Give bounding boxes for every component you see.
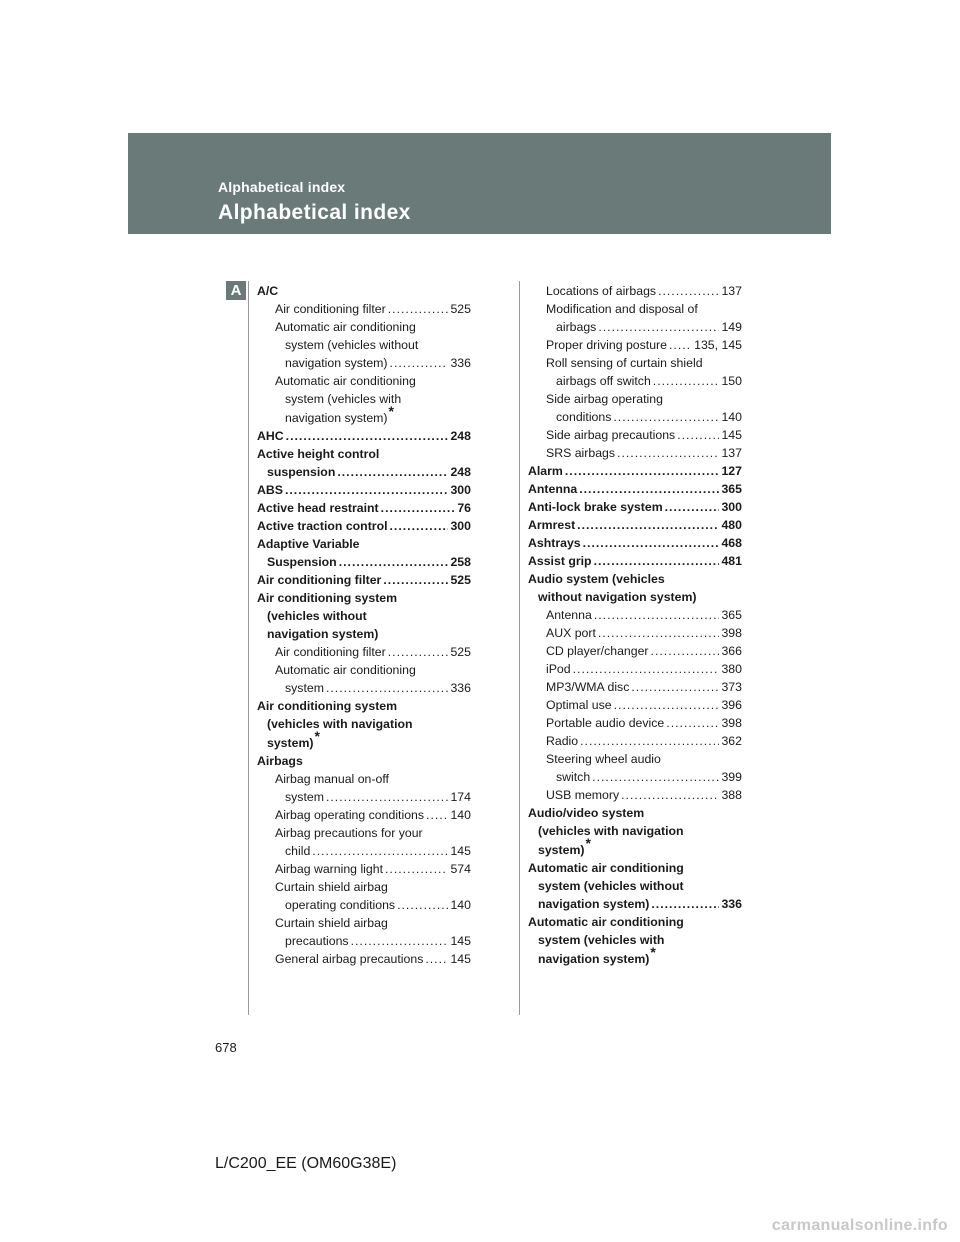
index-entry-text: Airbag manual on-off	[275, 772, 389, 786]
index-entry	[257, 679, 471, 697]
dot-leader	[580, 732, 719, 750]
index-entry-text: Radio	[546, 734, 579, 748]
index-entry-text: navigation system)	[285, 356, 388, 370]
index-entry-text: airbags off switch	[556, 374, 651, 388]
page-reference: 258	[450, 555, 471, 569]
dot-leader	[351, 932, 449, 950]
index-entry-text: Active height control	[257, 447, 380, 461]
page-reference: 525	[450, 645, 471, 659]
dot-leader	[337, 463, 448, 481]
index-entry	[528, 624, 742, 642]
index-entry	[257, 427, 471, 445]
index-entry	[528, 498, 742, 516]
index-entry-text: navigation system)	[538, 952, 650, 966]
page-reference: 140	[721, 410, 742, 424]
index-entry	[528, 408, 742, 426]
index-entry	[528, 462, 742, 480]
dot-leader	[592, 768, 719, 786]
page-reference: 127	[721, 464, 742, 478]
index-entry	[528, 660, 742, 678]
index-entry	[528, 696, 742, 714]
index-entry	[257, 914, 471, 932]
page-reference: 365	[721, 608, 742, 622]
index-entry-text: General airbag precautions	[275, 952, 424, 966]
page-reference: 366	[721, 644, 742, 658]
dot-leader	[579, 480, 719, 498]
section-header	[128, 133, 831, 234]
page-reference: 145	[450, 952, 471, 966]
dot-leader	[651, 642, 720, 660]
index-entry-text: Automatic air conditioning	[528, 861, 684, 875]
page-reference: 525	[450, 573, 471, 587]
index-entry	[257, 499, 471, 517]
index-entry-text: Adaptive Variable	[257, 537, 360, 551]
header-subtitle: Alphabetical index	[218, 179, 346, 195]
page-reference: 137	[721, 446, 742, 460]
index-entry-text: Alarm	[528, 464, 563, 478]
index-entry	[257, 715, 471, 733]
index-entry	[528, 426, 742, 444]
index-entry	[528, 444, 742, 462]
index-entry	[528, 570, 742, 588]
index-entry-text: AUX port	[546, 626, 596, 640]
index-entry-text: navigation system)	[538, 897, 650, 911]
dot-leader	[621, 786, 719, 804]
dot-leader	[565, 462, 720, 480]
dot-leader	[594, 606, 720, 624]
index-entry-text: Automatic air conditioning	[275, 374, 416, 388]
index-entry	[257, 517, 471, 535]
index-entry-text: without navigation system)	[538, 590, 697, 604]
index-entry	[528, 768, 742, 786]
page-reference: 336	[450, 681, 471, 695]
dot-leader	[573, 660, 720, 678]
dot-leader	[390, 354, 449, 372]
page-reference: 399	[721, 770, 742, 784]
index-entry	[257, 463, 471, 481]
index-entry	[257, 571, 471, 589]
dot-leader	[594, 552, 720, 570]
index-entry	[528, 732, 742, 750]
index-entry-text: Airbag warning light	[275, 862, 384, 876]
index-entry	[257, 336, 471, 354]
index-entry-text: system (vehicles without	[538, 879, 684, 893]
page-reference: 373	[721, 680, 742, 694]
page-reference: 300	[721, 500, 742, 514]
page-reference: 145	[450, 844, 471, 858]
dot-leader	[397, 896, 448, 914]
index-entry-text: Audio system (vehicles	[528, 572, 665, 586]
page-reference: 150	[721, 374, 742, 388]
index-entry	[257, 788, 471, 806]
index-entry-text: Active traction control	[257, 519, 388, 533]
dot-leader	[666, 714, 719, 732]
index-entry	[257, 589, 471, 607]
index-entry-text: Active head restraint	[257, 501, 379, 515]
index-entry	[257, 728, 471, 752]
index-entry	[528, 877, 742, 895]
index-entry	[257, 896, 471, 914]
page-reference: 248	[450, 465, 471, 479]
page-reference: 135, 145	[694, 338, 742, 352]
index-entry	[257, 372, 471, 390]
index-entry	[528, 390, 742, 408]
index-entry-text: SRS airbags	[546, 446, 616, 460]
page-reference: 336	[450, 356, 471, 370]
index-entry	[528, 944, 742, 968]
index-entry-text: Antenna	[546, 608, 592, 622]
index-entry-text: Assist grip	[528, 554, 592, 568]
index-column-1	[257, 282, 471, 968]
page-reference: 468	[721, 536, 742, 550]
dot-leader	[388, 300, 449, 318]
dot-leader	[651, 895, 719, 913]
index-entry-text: system (vehicles without	[285, 338, 419, 352]
page-reference: 398	[721, 716, 742, 730]
index-entry	[257, 481, 471, 499]
index-entry	[528, 318, 742, 336]
page-reference: 137	[721, 284, 742, 298]
dot-leader	[383, 571, 448, 589]
index-entry-text: USB memory	[546, 788, 620, 802]
index-entry	[528, 931, 742, 949]
dot-leader	[677, 426, 719, 444]
index-entry-text: Portable audio device	[546, 716, 665, 730]
dot-leader	[388, 643, 449, 661]
index-entry	[257, 300, 471, 318]
index-entry-text: Locations of airbags	[546, 284, 657, 298]
page-reference: 149	[721, 320, 742, 334]
index-entry-text: Air conditioning system	[257, 591, 398, 605]
page-reference: 398	[721, 626, 742, 640]
index-entry	[528, 786, 742, 804]
index-entry-text: (vehicles without	[267, 609, 367, 623]
page-reference: 365	[721, 482, 742, 496]
page-reference: 574	[450, 862, 471, 876]
index-entry	[528, 913, 742, 931]
index-entry-text: Airbags	[257, 754, 303, 768]
index-entry-text: Curtain shield airbag	[275, 880, 388, 894]
dot-leader	[665, 498, 720, 516]
index-entry-text: (vehicles with navigation	[538, 824, 684, 838]
dot-leader	[425, 950, 448, 968]
index-entry-text: iPod	[546, 662, 571, 676]
dot-leader	[617, 444, 719, 462]
page-reference: 380	[721, 662, 742, 676]
index-entry	[528, 895, 742, 913]
footnote-asterisk: *	[585, 835, 591, 851]
footnote-asterisk: *	[314, 728, 320, 744]
index-entry-text: system (vehicles with	[285, 392, 402, 406]
page-reference: 481	[721, 554, 742, 568]
index-entry-text: MP3/WMA disc	[546, 680, 630, 694]
index-entry	[257, 842, 471, 860]
index-entry	[528, 516, 742, 534]
dot-leader	[312, 842, 448, 860]
page-reference: 140	[450, 808, 471, 822]
index-entry	[528, 804, 742, 822]
dot-leader	[658, 282, 719, 300]
dot-leader	[614, 696, 720, 714]
dot-leader	[339, 553, 449, 571]
page-reference: 336	[721, 897, 742, 911]
index-entry-text: system)	[267, 736, 314, 750]
index-entry	[528, 480, 742, 498]
index-entry	[528, 588, 742, 606]
index-entry-text: Armrest	[528, 518, 576, 532]
index-entry	[528, 336, 742, 354]
index-entry-text: system)	[538, 843, 585, 857]
index-entry-text: Roll sensing of curtain shield	[546, 356, 703, 370]
index-entry	[528, 835, 742, 859]
watermark: carmanualsonline.info	[771, 1217, 948, 1234]
index-entry	[528, 372, 742, 390]
index-entry-text: system	[285, 790, 324, 804]
page-reference: 248	[450, 429, 471, 443]
footnote-asterisk: *	[650, 944, 656, 960]
index-entry	[257, 553, 471, 571]
dot-leader	[326, 788, 449, 806]
dot-leader	[631, 678, 719, 696]
footnote-asterisk: *	[388, 403, 394, 419]
dot-leader	[583, 534, 720, 552]
index-entry-text: Automatic air conditioning	[275, 663, 416, 677]
index-entry-text: navigation system)	[285, 411, 388, 425]
index-entry-text: Proper driving posture	[546, 338, 667, 352]
index-entry	[528, 750, 742, 768]
index-entry-text: Steering wheel audio	[546, 752, 661, 766]
index-entry	[257, 878, 471, 896]
index-entry-text: Air conditioning filter	[275, 645, 386, 659]
dot-leader	[669, 336, 692, 354]
index-entry	[528, 859, 742, 877]
dot-leader	[286, 427, 449, 445]
index-entry	[257, 860, 471, 878]
index-entry-text: Ashtrays	[528, 536, 581, 550]
index-entry	[257, 282, 471, 300]
index-entry-text: Automatic air conditioning	[275, 320, 416, 334]
index-entry	[528, 552, 742, 570]
page-reference: 525	[450, 302, 471, 316]
index-entry-text: system (vehicles with	[538, 933, 665, 947]
index-entry-text: Antenna	[528, 482, 578, 496]
index-entry	[257, 806, 471, 824]
index-entry-text: Suspension	[267, 555, 337, 569]
index-entry	[257, 752, 471, 770]
index-entry-text: system	[285, 681, 324, 695]
index-entry-text: Airbag operating conditions	[275, 808, 425, 822]
dot-leader	[426, 806, 448, 824]
dot-leader	[285, 481, 449, 499]
index-entry-text: A/C	[257, 284, 279, 298]
dot-leader	[385, 860, 448, 878]
index-entry-text: Side airbag operating	[546, 392, 663, 406]
dot-leader	[390, 517, 449, 535]
index-entry	[528, 534, 742, 552]
index-entry	[528, 642, 742, 660]
index-entry	[257, 643, 471, 661]
page-reference: 362	[721, 734, 742, 748]
page-reference: 145	[721, 428, 742, 442]
index-entry-text: operating conditions	[285, 898, 396, 912]
page-reference: 300	[450, 483, 471, 497]
index-entry-text: Optimal use	[546, 698, 612, 712]
index-entry-text: Curtain shield airbag	[275, 916, 388, 930]
dot-leader	[577, 516, 719, 534]
dot-leader	[381, 499, 456, 517]
index-entry	[257, 607, 471, 625]
page-reference: 388	[721, 788, 742, 802]
page-reference: 174	[450, 790, 471, 804]
index-entry-text: Automatic air conditioning	[528, 915, 684, 929]
index-entry	[257, 770, 471, 788]
index-entry-text: Airbag precautions for your	[275, 826, 423, 840]
index-entry	[257, 932, 471, 950]
index-column-2	[528, 282, 742, 968]
index-entry-text: CD player/changer	[546, 644, 649, 658]
dot-leader	[326, 679, 449, 697]
index-entry	[257, 661, 471, 679]
index-entry-text: Side airbag precautions	[546, 428, 676, 442]
index-entry-text: Air conditioning filter	[275, 302, 386, 316]
manual-code: L/C200_EE (OM60G38E)	[215, 1155, 397, 1172]
index-entry-text: conditions	[556, 410, 612, 424]
section-letter-tab: A	[226, 281, 246, 300]
index-entry	[257, 535, 471, 553]
index-entry-text: Air conditioning system	[257, 699, 398, 713]
index-entry-text: Audio/video system	[528, 806, 645, 820]
dot-leader	[613, 408, 719, 426]
index-entry	[257, 824, 471, 842]
index-entry	[528, 282, 742, 300]
index-entry	[257, 354, 471, 372]
page-reference: 145	[450, 934, 471, 948]
header-title: Alphabetical index	[218, 201, 411, 224]
index-entry-text: Anti-lock brake system	[528, 500, 663, 514]
dot-leader	[598, 318, 719, 336]
index-entry-text: switch	[556, 770, 591, 784]
index-entry-text: ABS	[257, 483, 283, 497]
index-entry-text: (vehicles with navigation	[267, 717, 413, 731]
index-entry-text: child	[285, 844, 311, 858]
column-divider-left	[248, 281, 249, 1015]
index-entry	[257, 403, 471, 427]
column-divider-middle	[519, 281, 520, 1015]
page-reference: 140	[450, 898, 471, 912]
index-entry	[257, 625, 471, 643]
dot-leader	[653, 372, 720, 390]
index-entry	[528, 354, 742, 372]
index-entry	[528, 606, 742, 624]
index-entry-text: AHC	[257, 429, 284, 443]
page-reference: 480	[721, 518, 742, 532]
index-entry	[528, 822, 742, 840]
index-entry	[257, 697, 471, 715]
index-entry	[257, 445, 471, 463]
index-entry-text: suspension	[267, 465, 336, 479]
index-entry-text: airbags	[556, 320, 597, 334]
page-reference: 76	[457, 501, 471, 515]
index-entry	[257, 390, 471, 408]
page-reference: 300	[450, 519, 471, 533]
index-entry	[257, 950, 471, 968]
index-entry	[528, 714, 742, 732]
index-entry-text: navigation system)	[267, 627, 379, 641]
index-entry-text: Air conditioning filter	[257, 573, 382, 587]
page-reference: 396	[721, 698, 742, 712]
index-entry	[257, 318, 471, 336]
page-number: 678	[215, 1040, 237, 1055]
index-entry	[528, 678, 742, 696]
index-entry-text: precautions	[285, 934, 349, 948]
index-entry	[528, 300, 742, 318]
index-entry-text: Modification and disposal of	[546, 302, 698, 316]
dot-leader	[598, 624, 720, 642]
